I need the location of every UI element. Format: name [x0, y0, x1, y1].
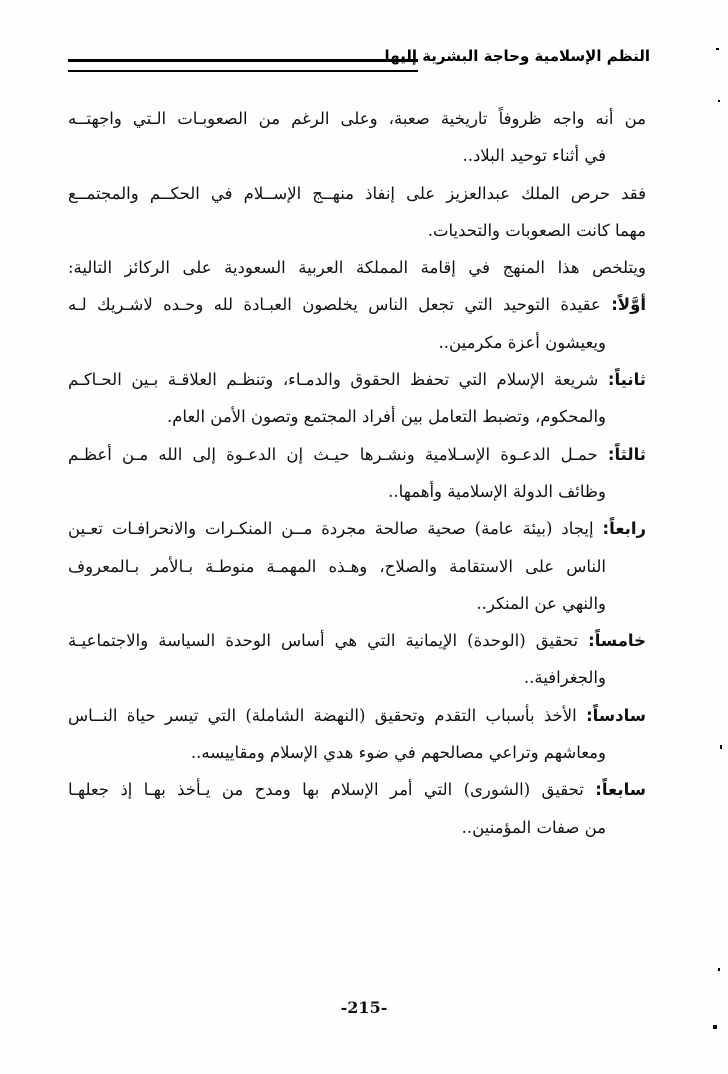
- list-item-continuation: ومعاشهم وتراعي مصالحهم في ضوء هدي الإسلام ومقاييسه..: [190, 743, 606, 763]
- scan-speck: [718, 968, 720, 971]
- paragraph-line: في أثناء توحيد البلاد..: [462, 146, 606, 166]
- item-label: خامساً:: [588, 631, 646, 651]
- scan-speck: [713, 1025, 717, 1029]
- item-label: ثانياً:: [607, 370, 646, 390]
- list-item-continuation: والمحكوم، وتضبط التعامل بين أفراد المجتمع وتصون الأمن العام.: [166, 407, 606, 427]
- paragraph-line: مهما كانت الصعوبات والتحديات.: [427, 220, 646, 240]
- item-label: رابعاً:: [602, 519, 646, 539]
- list-item-continuation: وظائف الدولة الإسلامية وأهمها..: [388, 481, 606, 501]
- list-item-continuation: من صفات المؤمنين..: [461, 817, 606, 837]
- list-item: أوَّلاً: عقيدة التوحيد التي تجعل الناس يخلصون العبـادة لله وحـده لاشـريك لـه: [68, 295, 646, 315]
- list-item: ثانياً: شريعة الإسلام التي تحفظ الحقوق والدمـاء، وتنظـم العلاقـة بـين الحـاكـم: [68, 370, 646, 390]
- scan-speck: [720, 745, 722, 749]
- list-item-continuation: والنهي عن المنكر..: [476, 593, 606, 613]
- scan-speck: [718, 100, 720, 102]
- running-header: [68, 45, 650, 75]
- list-item: خامساً: تحقيق (الوحدة) الإيمانية التي هي أساس الوحدة السياسة والاجتماعيـة: [68, 631, 646, 651]
- list-item-continuation: والجغرافية..: [523, 668, 606, 688]
- list-item-continuation: الناس على الاستقامة والصلاح، وهـذه المهمـة منوطـة بـالأمر بـالمعروف: [68, 556, 606, 576]
- header-rule: [68, 59, 418, 72]
- scan-speck: [716, 48, 719, 50]
- body-text: [68, 100, 646, 846]
- item-label: ثالثاً:: [607, 444, 646, 464]
- paragraph-line: من أنه واجه ظروفاً تاريخية صعبة، وعلى الرغم من الصعوبـات الـتي واجهتــه: [68, 109, 646, 128]
- paragraph-line: فقد حرص الملك عبدالعزيز على إنفاذ منهــج الإســلام في الحكــم والمجتمــع: [68, 183, 646, 203]
- header-title: النظم الإسلامية وحاجة البشرية إليها: [384, 47, 650, 65]
- item-label: سادساً:: [586, 705, 646, 725]
- list-item: سابعاً: تحقيق (الشورى) التي أمر الإسلام بها ومدح من يـأخذ بهـا إذ جعلهـا: [68, 780, 646, 800]
- item-label: سابعاً:: [595, 780, 646, 800]
- list-item: سادساً: الأخذ بأسباب التقدم وتحقيق (النهضة الشاملة) التي تيسر حياة النــاس: [68, 705, 646, 725]
- list-item: ثالثاً: حمـل الدعـوة الإسـلامية ونشـرها حيـث إن الدعـوة إلى الله مـن أعظـم: [68, 444, 646, 464]
- paragraph-line: ويتلخص هذا المنهج في إقامة المملكة العربية السعودية على الركائز التالية:: [68, 258, 646, 278]
- page-number: -215-: [340, 998, 388, 1017]
- list-item-continuation: ويعيشون أعزة مكرمين..: [438, 332, 606, 352]
- list-item: رابعاً: إيجاد (بيئة عامة) صحية صالحة مجردة مــن المنكـرات والانحرافـات تعـين: [68, 519, 646, 539]
- item-label: أوَّلاً:: [611, 295, 646, 315]
